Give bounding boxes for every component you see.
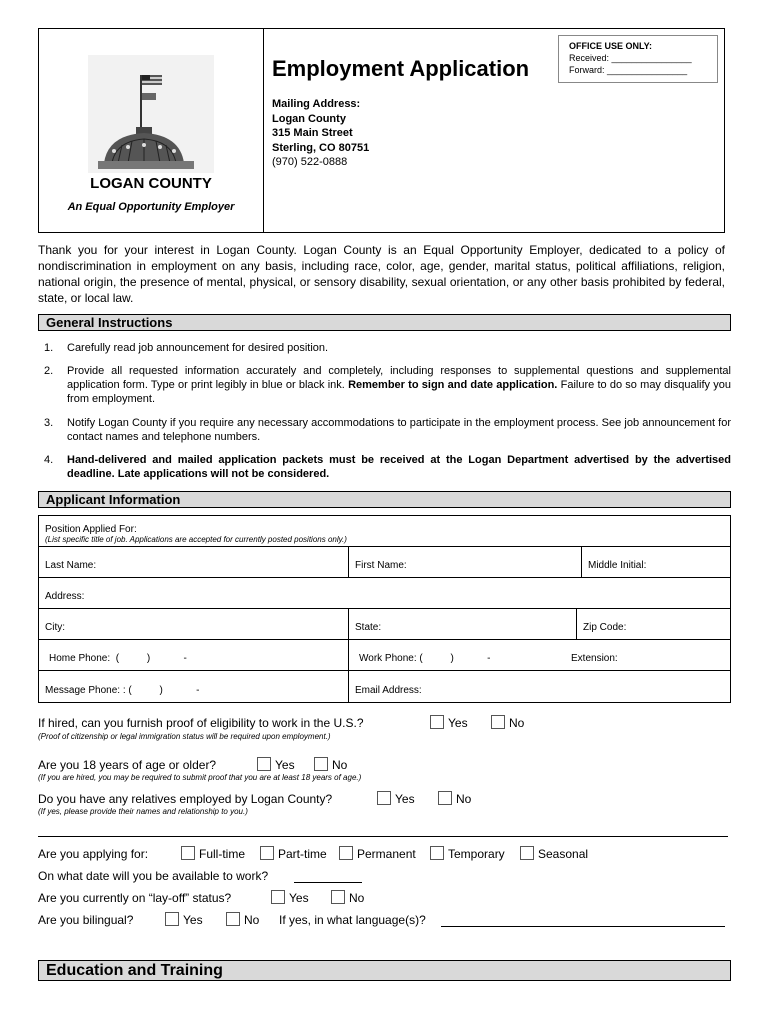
- message-phone-field[interactable]: [39, 671, 348, 702]
- temporary-label: Temporary: [448, 847, 505, 861]
- no-label: No: [244, 913, 260, 927]
- mailing-address: [272, 97, 369, 170]
- home-phone-label: Home Phone: ( ) -: [49, 653, 187, 664]
- checkbox[interactable]: [271, 890, 285, 904]
- age-yes-option[interactable]: [257, 757, 295, 772]
- eligibility-note: (Proof of citizenship or legal immigration status will be required upon employment.): [38, 732, 331, 741]
- checkbox[interactable]: [331, 890, 345, 904]
- no-label: No: [509, 716, 525, 730]
- checkbox[interactable]: [491, 715, 505, 729]
- mail-line3: Sterling, CO 80751: [272, 141, 370, 154]
- first-name-label: First Name:: [355, 560, 407, 571]
- permanent-label: Permanent: [357, 847, 416, 861]
- position-row[interactable]: [39, 516, 730, 547]
- zip-field[interactable]: [577, 609, 730, 639]
- available-date-input[interactable]: [294, 882, 362, 883]
- bilingual-yes-option[interactable]: [165, 912, 203, 927]
- instruction-bold: Remember to sign and date application.: [348, 379, 558, 391]
- yes-label: Yes: [275, 758, 295, 772]
- eligibility-question: If hired, can you furnish proof of eligibility to work in the U.S.?: [38, 716, 364, 730]
- received-field[interactable]: Received: ________________: [569, 53, 692, 63]
- bilingual-no-option[interactable]: [226, 912, 259, 927]
- instruction-item: [44, 453, 731, 481]
- extension-field[interactable]: [565, 640, 725, 670]
- temporary-option[interactable]: [430, 846, 505, 861]
- checkbox[interactable]: [165, 912, 179, 926]
- last-name-field[interactable]: [39, 547, 348, 577]
- email-field[interactable]: [349, 671, 730, 702]
- available-date-question: On what date will you be available to work?: [38, 869, 269, 883]
- middle-initial-label: Middle Initial:: [588, 560, 647, 571]
- yes-label: Yes: [183, 913, 203, 927]
- instruction-item: [44, 341, 731, 355]
- relatives-no-option[interactable]: [438, 791, 471, 806]
- checkbox[interactable]: [430, 715, 444, 729]
- age-question: Are you 18 years of age or older?: [38, 758, 217, 772]
- bilingual-question: Are you bilingual?: [38, 913, 134, 927]
- checkbox[interactable]: [314, 757, 328, 771]
- instruction-item: [44, 364, 731, 406]
- no-label: No: [332, 758, 348, 772]
- layoff-no-option[interactable]: [331, 890, 364, 905]
- age-no-option[interactable]: [314, 757, 347, 772]
- message-row: [39, 671, 730, 702]
- state-label: State:: [355, 622, 382, 633]
- instruction-number: 1.: [44, 342, 54, 354]
- no-label: No: [349, 891, 365, 905]
- name-row: [39, 547, 730, 578]
- last-name-label: Last Name:: [45, 560, 97, 571]
- checkbox[interactable]: [226, 912, 240, 926]
- relatives-note: (If yes, please provide their names and relationship to you.): [38, 807, 248, 816]
- layoff-question: Are you currently on “lay-off” status?: [38, 891, 232, 905]
- general-instructions-heading: General Instructions: [38, 314, 731, 331]
- fulltime-option[interactable]: [181, 846, 245, 861]
- message-phone-label: Message Phone: : ( ) -: [45, 685, 200, 696]
- office-use-label: OFFICE USE ONLY:: [569, 41, 653, 51]
- phone-row: [39, 640, 730, 671]
- instruction-number: 2.: [44, 365, 54, 377]
- languages-question: If yes, in what language(s)?: [279, 913, 426, 927]
- divider-line: [38, 836, 728, 837]
- mailing-label: Mailing Address:: [272, 98, 361, 110]
- fulltime-label: Full-time: [199, 847, 246, 861]
- eoe-tagline: An Equal Opportunity Employer: [67, 201, 235, 213]
- extension-label: Extension:: [571, 653, 618, 664]
- applicant-information-heading: Applicant Information: [38, 491, 731, 508]
- languages-input[interactable]: [441, 926, 725, 927]
- checkbox[interactable]: [430, 846, 444, 860]
- page-title: Employment Application: [272, 56, 530, 81]
- yes-label: Yes: [289, 891, 309, 905]
- address-field[interactable]: [39, 578, 730, 608]
- eligibility-no-option[interactable]: [491, 715, 524, 730]
- forward-field[interactable]: Forward: ________________: [569, 65, 688, 75]
- office-use-box: [558, 35, 718, 83]
- home-phone-field[interactable]: [43, 640, 348, 670]
- instruction-number: 4.: [44, 454, 54, 466]
- courthouse-dome-logo: [88, 55, 214, 173]
- work-phone-field[interactable]: [353, 640, 573, 670]
- county-name: LOGAN COUNTY: [90, 175, 212, 192]
- parttime-option[interactable]: [260, 846, 327, 861]
- position-note: (List specific title of job. Applications are accepted for currently posted positions only.): [45, 535, 347, 544]
- instruction-text: Notify Logan County if you require any necessary accommodations to participate in the employment process. See job announcement for contact names and telephone numbers.: [67, 417, 731, 443]
- permanent-option[interactable]: [339, 846, 416, 861]
- instruction-text: Hand-delivered and mailed application packets must be received at the Logan Department advertised by the advertised deadline. Late applications will not be considered.: [67, 454, 731, 480]
- middle-initial-field[interactable]: [582, 547, 730, 577]
- yes-label: Yes: [448, 716, 468, 730]
- city-field[interactable]: [39, 609, 348, 639]
- checkbox[interactable]: [438, 791, 452, 805]
- zip-label: Zip Code:: [583, 622, 627, 633]
- instruction-text: Provide all requested information accurately and completely, including responses to supplemental questions and supplemental application form. Type or print legibly in blue or black ink.: [67, 365, 731, 391]
- relatives-yes-option[interactable]: [377, 791, 415, 806]
- intro-paragraph: Thank you for your interest in Logan County. Logan County is an Equal Opportunity Employer, dedicated to a policy of nondiscrimination in employment on any basis, including race, color, age, gender, marital status, political affiliations, religion, national origin, the presence of mental, physical, or sensory disability, sexual orientation, or any other basis prohibited by federal, state, or local law.: [38, 243, 725, 305]
- applicant-grid: [38, 515, 731, 703]
- checkbox[interactable]: [520, 846, 534, 860]
- city-label: City:: [45, 622, 65, 633]
- no-label: No: [456, 792, 472, 806]
- mail-line1: Logan County: [272, 112, 346, 125]
- checkbox[interactable]: [260, 846, 274, 860]
- email-label: Email Address:: [355, 685, 422, 696]
- mail-line2: 315 Main Street: [272, 127, 353, 140]
- applying-for-question: Are you applying for:: [38, 847, 149, 861]
- eligibility-yes-option[interactable]: [430, 715, 468, 730]
- address-label: Address:: [45, 591, 85, 602]
- instruction-text: Carefully read job announcement for desired position.: [67, 342, 329, 354]
- checkbox[interactable]: [257, 757, 271, 771]
- relatives-question: Do you have any relatives employed by Logan County?: [38, 792, 333, 806]
- phone-number: (970) 522-0888: [272, 156, 348, 169]
- instruction-tail: Failure to do so may disqualify you from employment.: [67, 379, 731, 405]
- state-field[interactable]: [349, 609, 576, 639]
- education-heading: Education and Training: [38, 960, 731, 981]
- work-phone-label: Work Phone: ( ) -: [359, 653, 491, 664]
- instruction-number: 3.: [44, 417, 54, 429]
- city-row: [39, 609, 730, 640]
- checkbox[interactable]: [377, 791, 391, 805]
- yes-label: Yes: [395, 792, 415, 806]
- age-note: (If you are hired, you may be required to submit proof that you are at least 18 years of age.): [38, 773, 362, 782]
- position-label: Position Applied For:: [45, 524, 137, 535]
- layoff-yes-option[interactable]: [271, 890, 309, 905]
- seasonal-option[interactable]: [520, 846, 588, 861]
- parttime-label: Part-time: [278, 847, 327, 861]
- first-name-field[interactable]: [349, 547, 581, 577]
- instruction-item: [44, 416, 731, 444]
- address-row: [39, 578, 730, 609]
- checkbox[interactable]: [339, 846, 353, 860]
- checkbox[interactable]: [181, 846, 195, 860]
- seasonal-label: Seasonal: [538, 847, 589, 861]
